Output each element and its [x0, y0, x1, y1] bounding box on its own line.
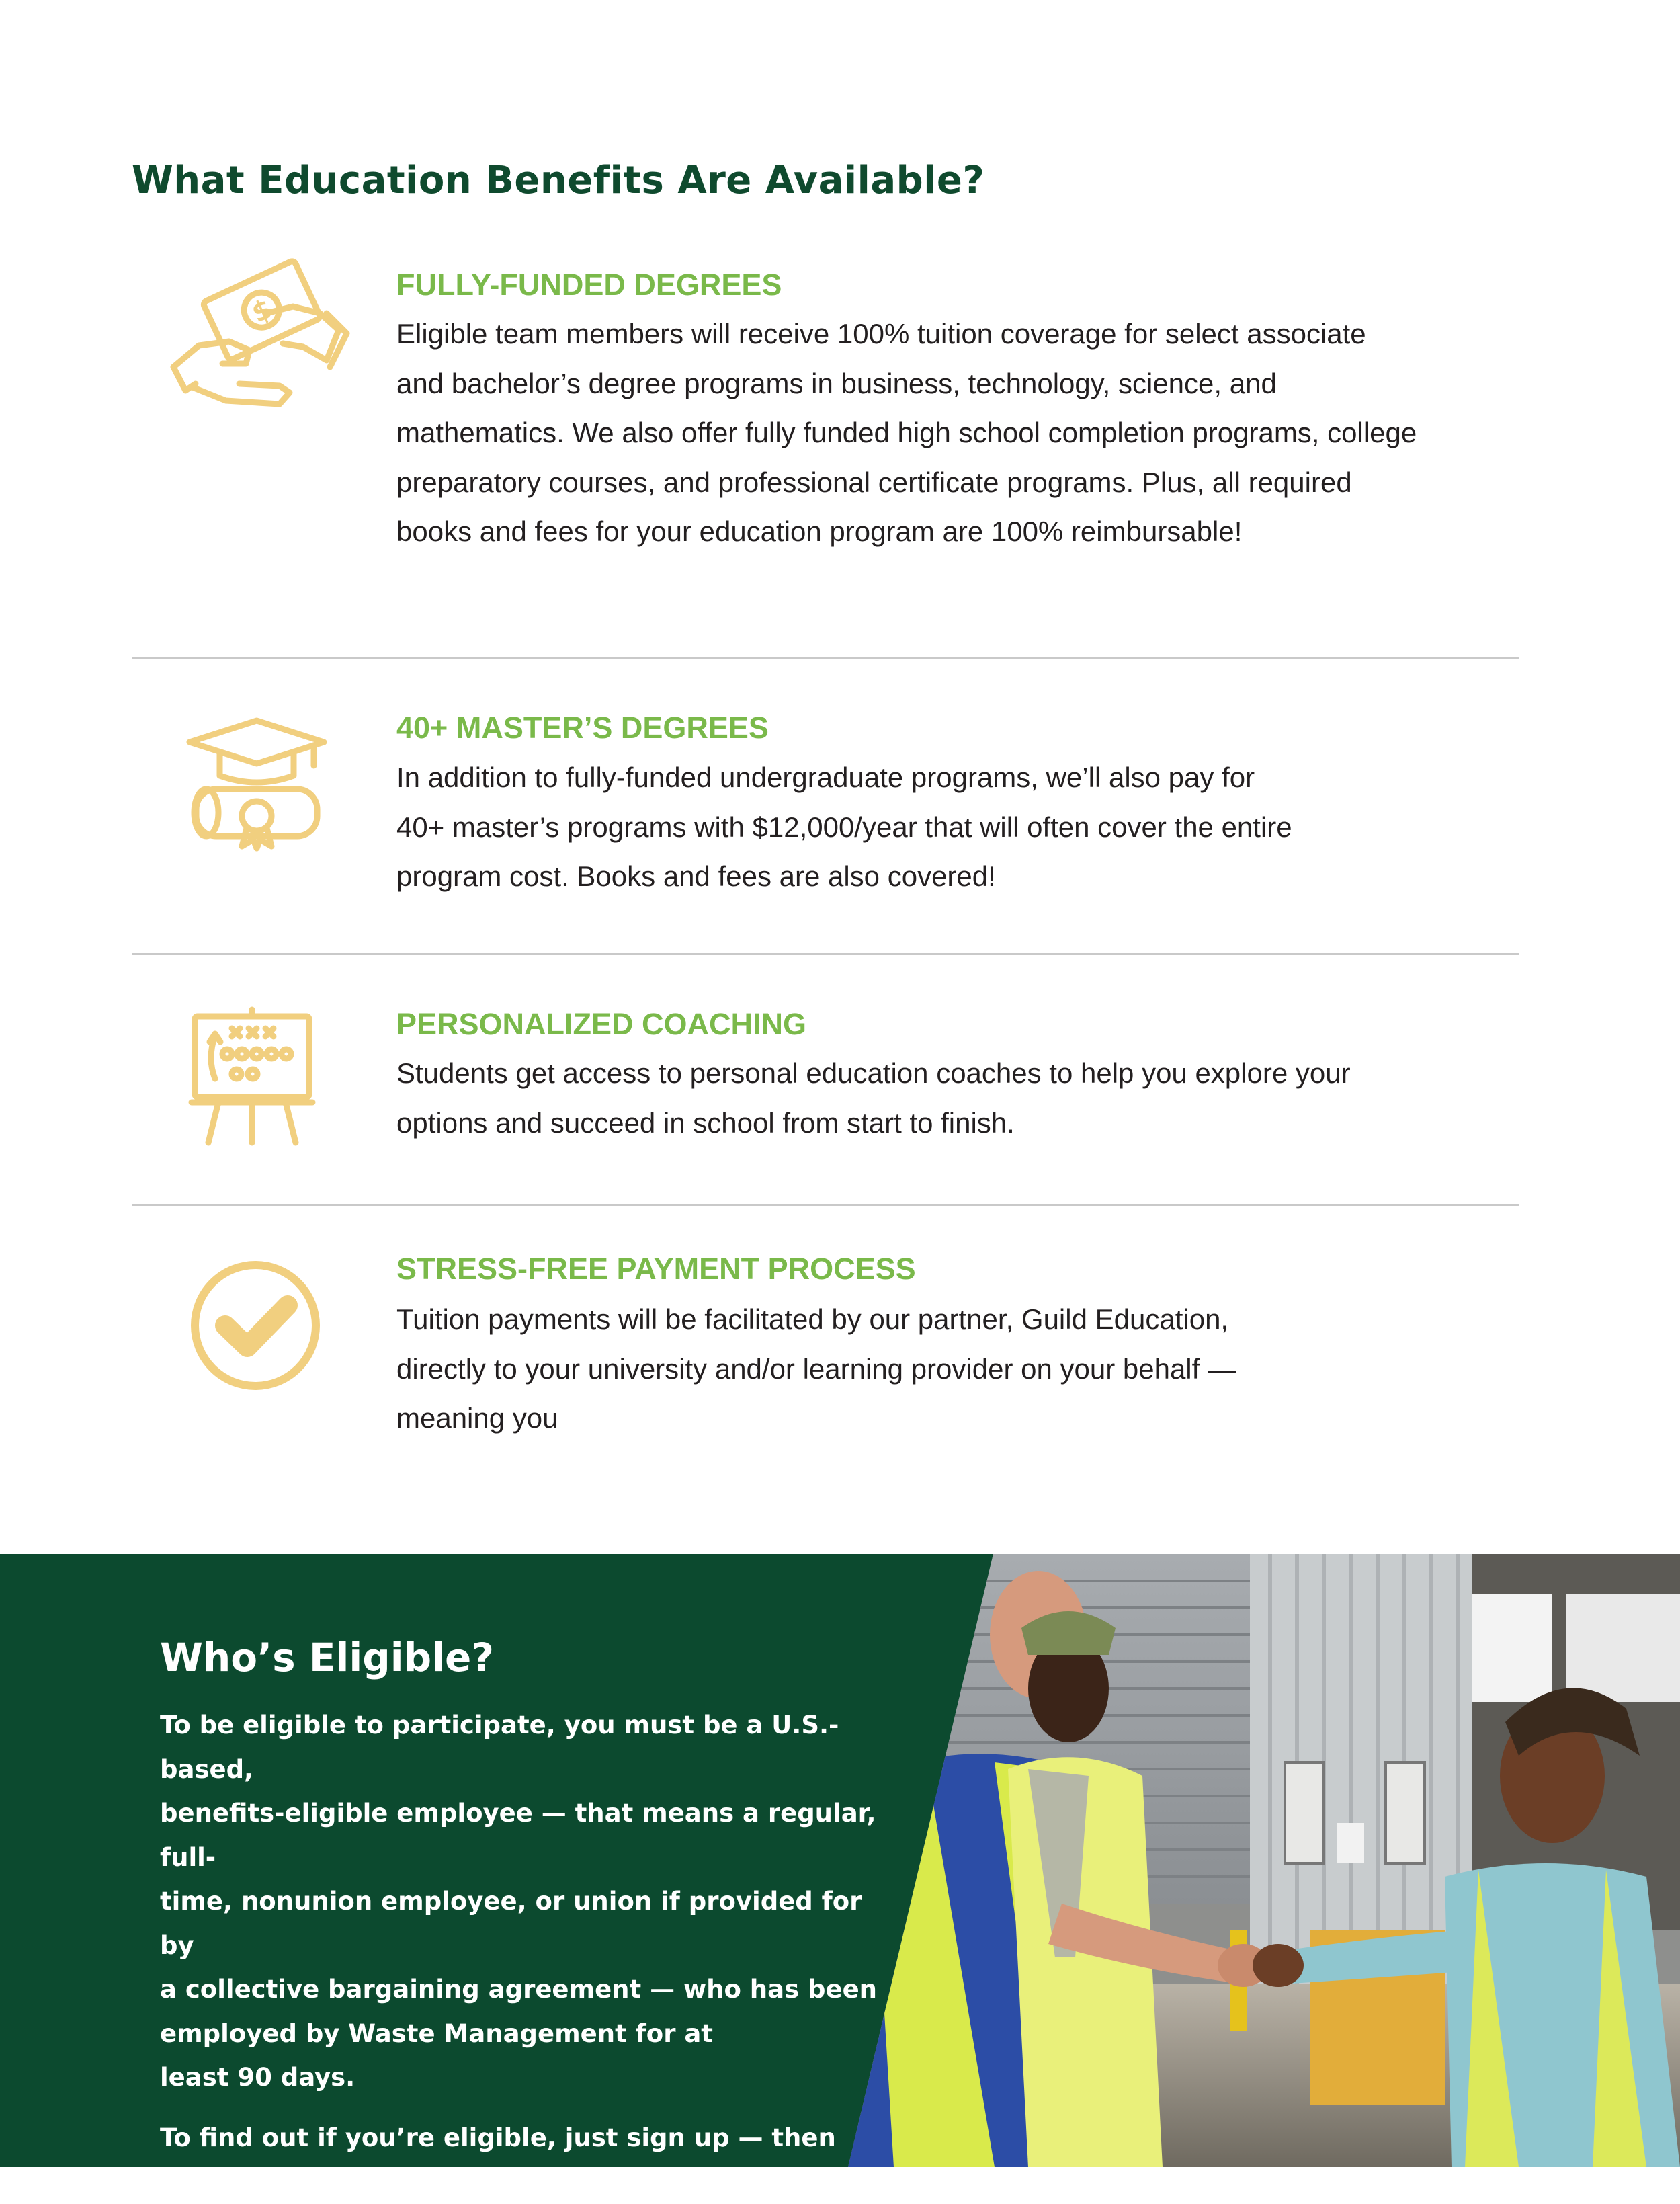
body-line: program cost. Books and fees are also covered! — [396, 860, 996, 892]
benefit-heading: STRESS-FREE PAYMENT PROCESS — [396, 1252, 916, 1286]
divider — [132, 657, 1519, 659]
benefit-body — [396, 1295, 1418, 1443]
eligibility-body — [160, 1703, 886, 2204]
divider — [132, 1204, 1519, 1206]
body-line: 40+ master’s programs with $12,000/year that will often cover the entire — [396, 811, 1292, 843]
eligibility-line: we’ll let you know! — [160, 2167, 427, 2196]
benefit-heading: FULLY-FUNDED DEGREES — [396, 268, 782, 302]
body-line: Tuition payments will be facilitated by our partner, Guild Education, — [396, 1303, 1229, 1335]
eligibility-paragraph — [160, 2116, 886, 2204]
divider — [132, 953, 1519, 955]
eligibility-paragraph — [160, 1703, 886, 2100]
body-line: directly to your university and/or learning provider on your behalf — — [396, 1352, 1236, 1385]
benefit-heading: 40+ MASTER’S DEGREES — [396, 710, 769, 745]
eligibility-title: Who’s Eligible? — [160, 1635, 495, 1680]
benefit-body: Eligible team members will receive 100% tuition coverage for select associate and bachelor’s degree programs in business, technology, science, and mathematics. We also offer fully funded high school completion programs, college preparatory courses, and professional certificate programs. Plus, all required books and fees for your education program are 100% reimbursable! — [396, 318, 1417, 547]
eligibility-line: employed by Waste Management for at — [160, 2018, 713, 2048]
eligibility-line: To find out if you’re eligible, just sign up — then — [160, 2123, 836, 2152]
svg-text:$: $ — [247, 293, 278, 329]
page-title: What Education Benefits Are Available? — [132, 159, 985, 202]
coaching-board-icon — [188, 1008, 316, 1149]
graduation-cap-diploma-icon — [183, 715, 331, 853]
eligibility-line: a collective bargaining agreement — who has been — [160, 1975, 878, 2004]
eligibility-line: time, nonunion employee, or union if provided for by — [160, 1887, 862, 1960]
eligibility-line: benefits-eligible employee — that means a regular, full- — [160, 1799, 876, 1872]
benefit-heading: PERSONALIZED COACHING — [396, 1007, 807, 1041]
checkmark-circle-icon — [188, 1258, 323, 1396]
body-line: In addition to fully-funded undergraduate programs, we’ll also pay for — [396, 762, 1255, 793]
eligibility-line: least 90 days. — [160, 2063, 355, 2092]
money-hands-icon — [165, 266, 353, 424]
eligibility-section — [0, 1554, 1680, 2196]
benefit-body — [396, 753, 1418, 901]
eligibility-line: To be eligible to participate, you must be a U.S.-based, — [160, 1711, 839, 1784]
body-line: meaning you — [396, 1402, 558, 1434]
benefit-body: Students get access to personal education coaches to help you explore your options and succeed in school from start to finish. — [396, 1057, 1351, 1139]
